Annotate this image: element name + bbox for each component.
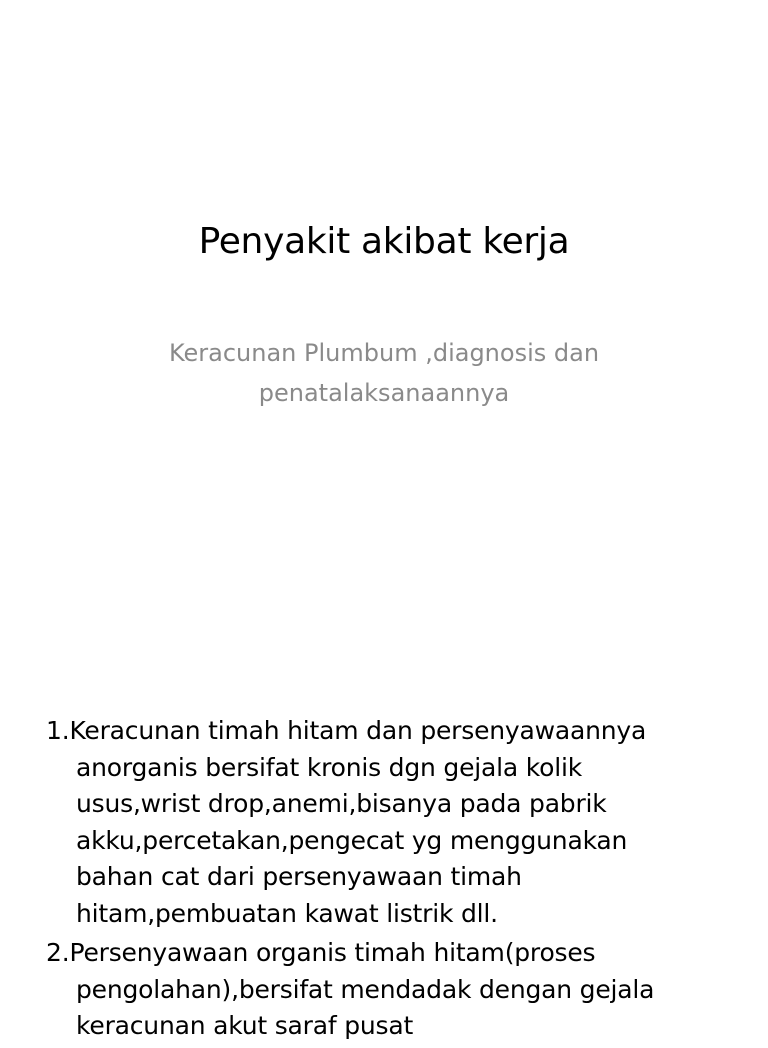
list-item-number: 1. [46, 716, 70, 745]
list-item [46, 713, 746, 932]
list-item [46, 935, 746, 1045]
list-item-line: pengolahan),bersifat mendadak dengan gejala [76, 974, 655, 1004]
subtitle-line: penatalaksanaannya [258, 379, 510, 407]
list-item-line: keracunan akut saraf pusat [76, 1011, 414, 1040]
list-item-line: anorganis bersifat kronis dgn gejala kolik [76, 752, 582, 782]
list-item-text: Persenyawaan organis timah hitam(proses [69, 938, 596, 967]
list-item-number: 2. [46, 938, 70, 967]
subtitle-line: Keracunan Plumbum ,diagnosis dan [168, 339, 600, 367]
list-item-text: Keracunan timah hitam dan persenyawaannya [69, 716, 647, 745]
slide-content [0, 680, 768, 1040]
list-item-line [46, 713, 746, 750]
list-item-line: usus,wrist drop,anemi,bisanya pada pabrik [76, 789, 607, 818]
numbered-list [46, 713, 746, 1048]
slide-subtitle [84, 333, 684, 413]
list-item-line [46, 935, 746, 972]
list-item-line: hitam,pembuatan kawat listrik dll. [76, 898, 498, 928]
list-item-line: akku,percetakan,pengecat yg menggunakan [76, 825, 628, 855]
slide-title-heading: Penyakit akibat kerja [198, 221, 570, 262]
list-item-line: bahan cat dari persenyawaan timah [76, 862, 522, 891]
